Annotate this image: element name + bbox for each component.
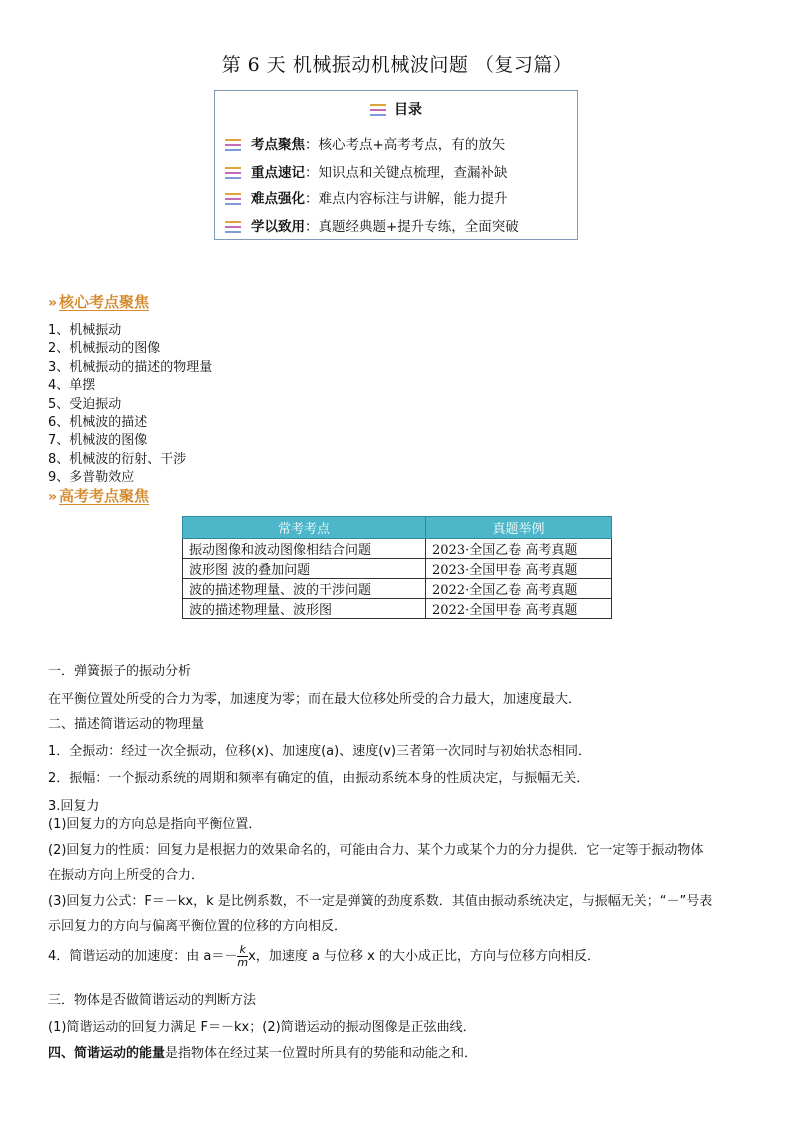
list-icon	[225, 167, 241, 179]
core-section-heading: » 核心考点聚焦	[48, 293, 150, 311]
table-row	[183, 579, 612, 599]
list-item: 4、单摆	[48, 378, 96, 394]
section-heading: 一．弹簧振子的振动分析	[48, 664, 192, 679]
exam-section-heading: » 高考考点聚焦	[48, 487, 150, 505]
list-item: 1、机械振动	[48, 323, 122, 338]
list-icon	[370, 104, 386, 116]
table-cell: 波的描述物理量、波的干涉问题	[183, 579, 426, 599]
list-item: 9、多普勒效应	[48, 470, 135, 486]
formula-paragraph: 4．简谐运动的加速度：由 a＝－ $\frac{k}{m}$ x，加速度 a 与位移 x 的大小成正比，方向与位移方向相反．	[48, 943, 600, 969]
section-heading: 三．物体是否做简谐运动的判断方法	[48, 993, 257, 1008]
paragraph: (1)简谐运动的回复力满足 F＝－kx；(2)简谐运动的振动图像是正弦曲线．	[48, 1020, 476, 1035]
table-row	[183, 559, 612, 579]
section-heading: 二、描述简谐运动的物理量	[48, 717, 205, 732]
toc-item[interactable]: 考点聚焦：核心考点+高考考点，有的放矢	[225, 133, 505, 153]
fraction: $\frac{k}{m}$	[237, 943, 249, 969]
paragraph: (1)回复力的方向总是指向平衡位置．	[48, 817, 262, 832]
table-cell: 2023·全国乙卷 高考真题	[426, 539, 612, 559]
toc-item[interactable]: 重点速记：知识点和关键点梳理，查漏补缺	[225, 161, 508, 181]
paragraph: 在平衡位置处所受的合力为零，加速度为零；而在最大位移处所受的合力最大，加速度最大．	[48, 692, 582, 707]
toc-item[interactable]: 难点强化：难点内容标注与讲解，能力提升	[225, 187, 508, 207]
core-topic-list	[48, 322, 212, 488]
paragraph: 3.回复力	[48, 799, 100, 814]
list-item: 8、机械波的衍射、干涉	[48, 451, 187, 467]
table-of-contents	[214, 90, 578, 240]
list-item: 5、受迫振动	[48, 396, 122, 412]
paragraph: 2．振幅：一个振动系统的周期和频率有确定的值，由振动系统本身的性质决定，与振幅无关．	[48, 771, 590, 786]
toc-heading: 目录	[215, 99, 577, 119]
table-header: 真题举例	[426, 517, 612, 539]
double-chevron-icon: »	[48, 489, 58, 505]
paragraph: (2)回复力的性质：回复力是根据力的效果命名的，可能由合力、某个力或某个力的分力提供．它一定等于振动物体	[48, 843, 704, 858]
list-item: 3、机械振动的描述的物理量	[48, 359, 213, 375]
paragraph: 在振动方向上所受的合力．	[48, 868, 205, 883]
double-chevron-icon: »	[48, 295, 58, 311]
exam-points-table	[182, 516, 612, 619]
table-header: 常考考点	[183, 517, 426, 539]
list-item: 7、机械波的图像	[48, 433, 148, 449]
table-cell: 波的描述物理量、波形图	[183, 599, 426, 619]
list-icon	[225, 193, 241, 205]
paragraph: 1．全振动：经过一次全振动，位移(x)、加速度(a)、速度(v)三者第一次同时与初始状态相同．	[48, 744, 592, 759]
table-cell: 2022·全国甲卷 高考真题	[426, 599, 612, 619]
page-title: 第 6 天 机械振动机械波问题 （复习篇）	[221, 54, 573, 76]
table-header-row	[183, 517, 612, 539]
paragraph: 四、简谐运动的能量是指物体在经过某一位置时所具有的势能和动能之和．	[48, 1046, 478, 1061]
table-row	[183, 599, 612, 619]
list-icon	[225, 221, 241, 233]
table-cell: 波形图 波的叠加问题	[183, 559, 426, 579]
paragraph: 示回复力的方向与偏离平衡位置的位移的方向相反．	[48, 919, 348, 934]
toc-item[interactable]: 学以致用：真题经典题+提升专练，全面突破	[225, 215, 519, 235]
paragraph: (3)回复力公式：F＝－kx，k 是比例系数，不一定是弹簧的劲度系数．其值由振动系统决定，与振幅无关；“－”号表	[48, 894, 713, 909]
table-cell: 振动图像和波动图像相结合问题	[183, 539, 426, 559]
table-cell: 2023·全国甲卷 高考真题	[426, 559, 612, 579]
list-item: 6、机械波的描述	[48, 415, 148, 431]
table-row	[183, 539, 612, 559]
table-cell: 2022·全国乙卷 高考真题	[426, 579, 612, 599]
list-icon	[225, 139, 241, 151]
list-item: 2、机械振动的图像	[48, 341, 161, 357]
